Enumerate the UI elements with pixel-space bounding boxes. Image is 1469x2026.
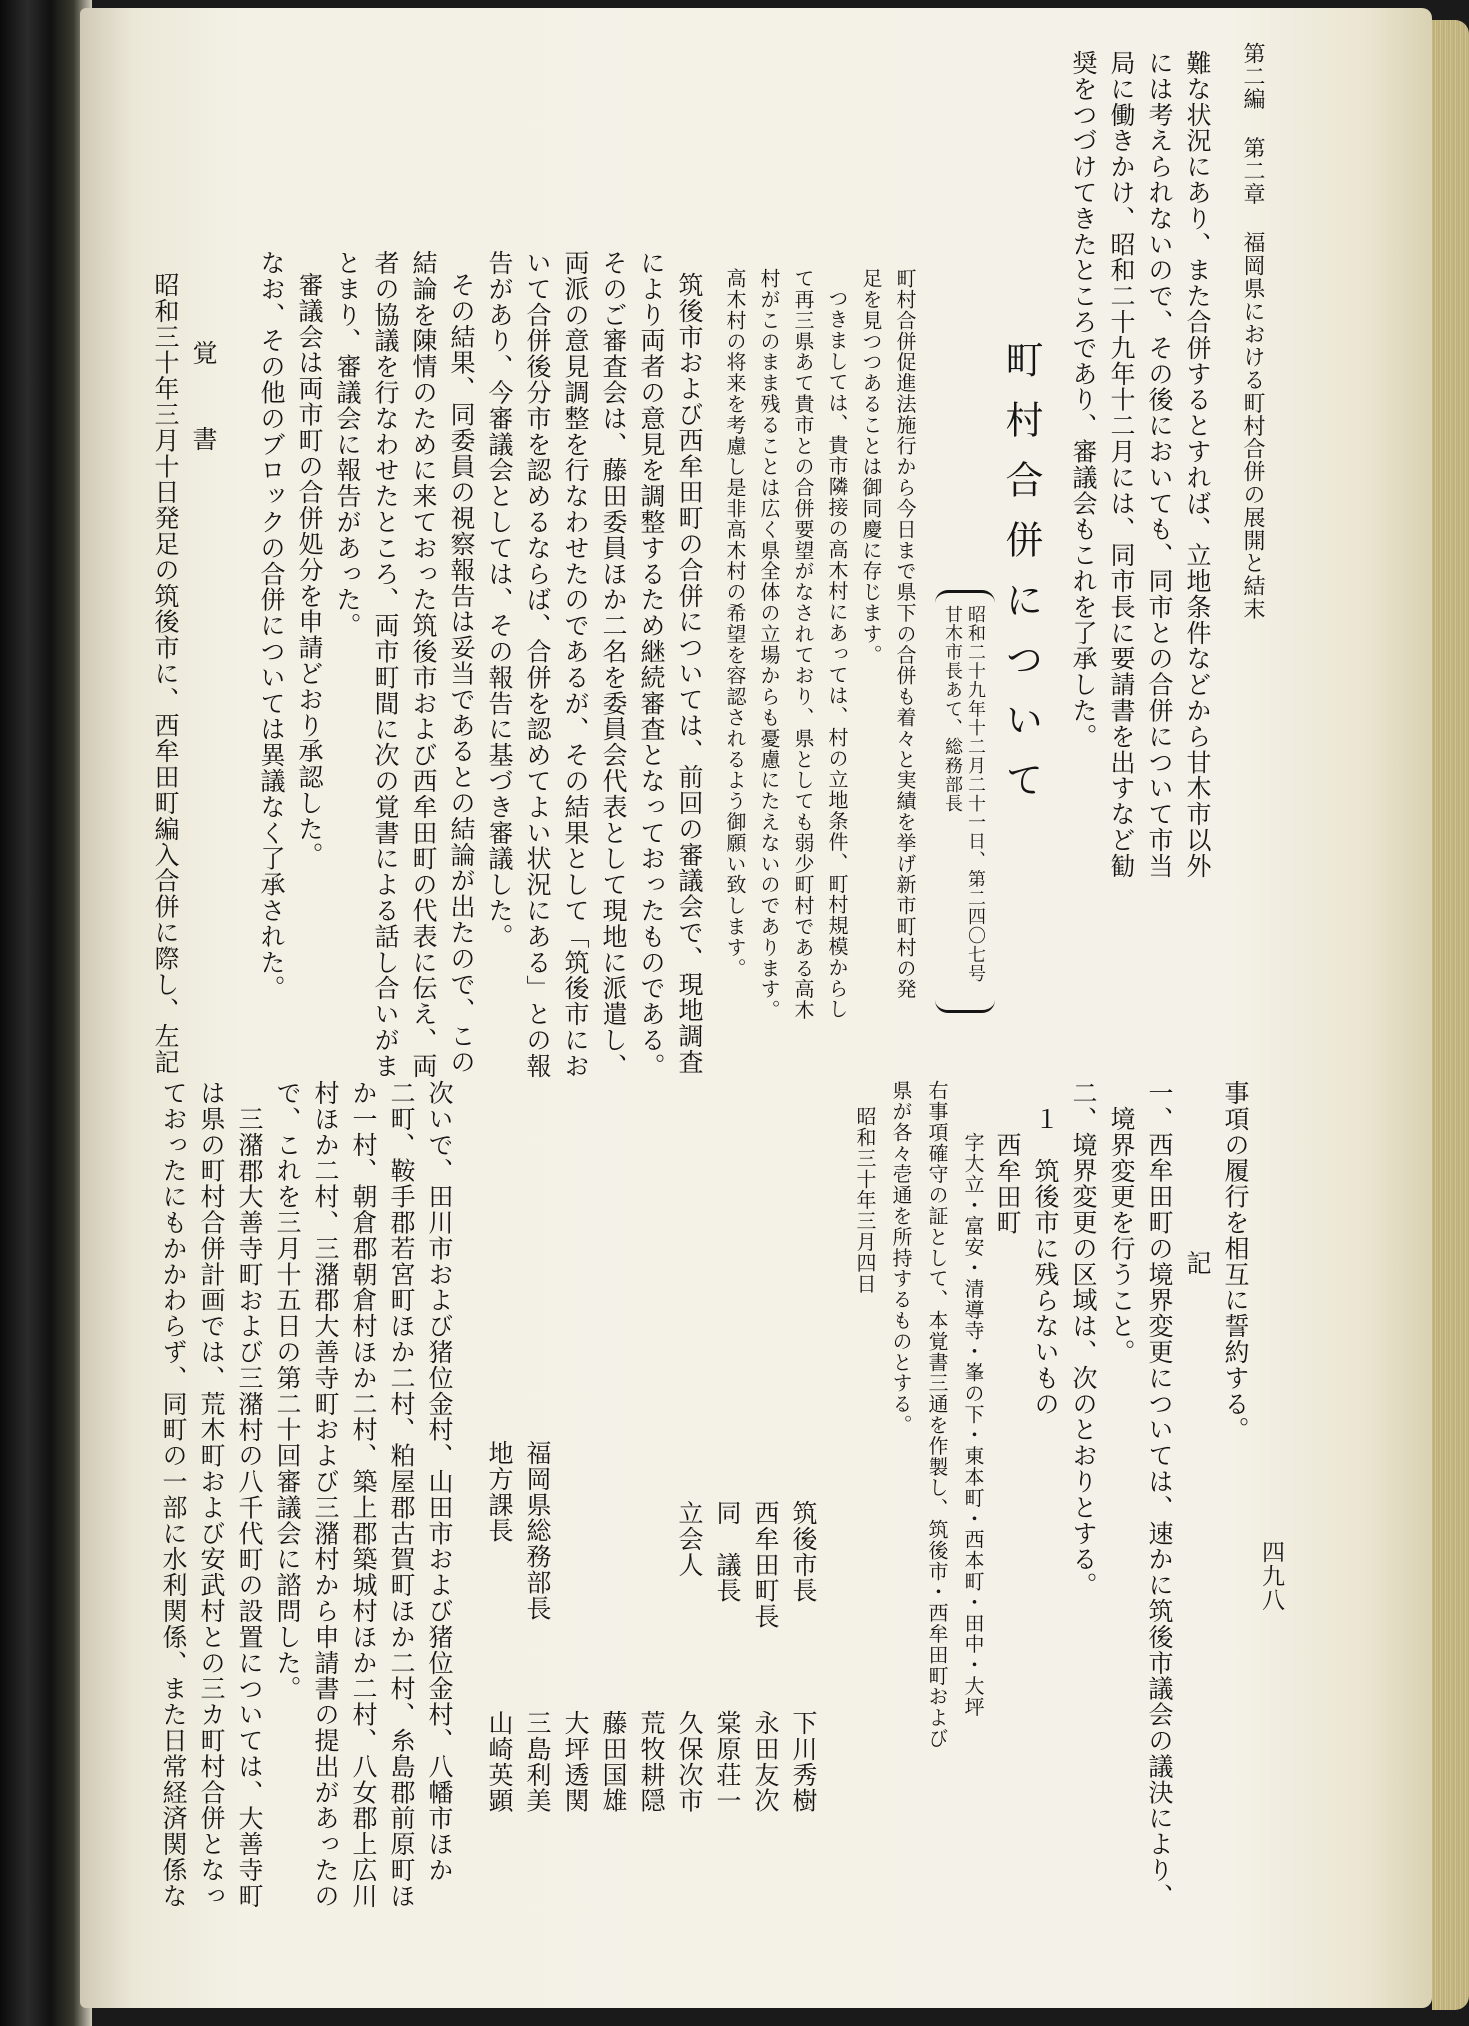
letter-line: 足を見つつあることは御同慶に存じます。 [859, 268, 883, 666]
note-bracket-top [935, 590, 995, 603]
closing-line: は県の町村合併計画では、荒木町および安武村との三カ町村合併となっ [197, 1080, 226, 1909]
closing-line: ておったにもかかわらず、同町の一部に水利関係、また日常経済関係な [159, 1080, 188, 1909]
running-header: 第二編 第二章 福岡県における町村合併の展開と結末 [1240, 42, 1265, 621]
closing-line: か一村、朝倉郡朝倉村ほか二村、築上郡築城村ほか二村、八女郡上広川 [349, 1080, 378, 1909]
note-bracket-bottom [935, 1000, 995, 1013]
letter-line: 町村合併促進法施行から今日まで県下の合併も着々と実績を挙げ新市町村の発 [893, 268, 917, 1000]
memo-item: 一、西牟田町の境界変更については、速かに筑後市議会の議決により、 [1145, 1080, 1174, 1909]
body-line: 者の協議を行なわせたところ、両市町間に次の覚書による話し合いがま [371, 250, 400, 1079]
body-line: とまり、審議会に報告があった。 [333, 250, 362, 639]
signatory-name: 永田友次 [751, 1710, 780, 1814]
signatory-name: 棠原荘一 [713, 1710, 742, 1814]
signatory-title: 筑後市長 [789, 1500, 818, 1604]
memo-line: 事項の履行を相互に誓約する。 [1221, 1080, 1250, 1443]
signatory-title: 西牟田町長 [751, 1500, 780, 1630]
closing-line: で、これを三月十五日の第二十回審議会に諮問した。 [273, 1080, 302, 1702]
memo-item: １ 筑後市に残らないもの [1031, 1106, 1060, 1417]
signatory-title: 同 議長 [713, 1500, 742, 1604]
body-line: により両者の意見を調整するため継続審査となっておったものである。 [637, 250, 666, 1079]
body-line: そのご審査会は、藤田委員ほか二名を委員会代表として現地に派遣し、 [599, 250, 628, 1079]
page-number: 四九八 [1258, 1540, 1284, 1612]
signatory-title: 立会人 [675, 1500, 704, 1578]
text-line: には考えられないので、その後においても、同市との合併について市当 [1145, 50, 1174, 879]
body-line: いて合併後分市を認めるならば、合併を認めてよい状況にある」との報 [523, 250, 552, 1079]
signatory-name: 荒牧耕隠 [637, 1710, 666, 1814]
memo-title: 覚 書 [189, 340, 218, 469]
closing-line: 三潴郡大善寺町および三潴村の八千代町の設置については、大善寺町 [235, 1106, 264, 1909]
closing-line: 二町、鞍手郡若宮町ほか二村、粕屋郡古賀町ほか二村、糸島郡前原町ほ [387, 1080, 416, 1909]
memo-item: 字大立・富安・清導寺・峯の下・東本町・西本町・田中・大坪 [961, 1132, 985, 1718]
letter-line: 高木村の将来を考慮し是非高木村の希望を容認されるよう御願い致します。 [723, 268, 747, 979]
signatory-name: 久保次市 [675, 1710, 704, 1814]
memo-intro: 昭和三十年三月十日発足の筑後市に、西牟田町編入合併に際し、左記 [151, 272, 180, 1075]
memo-item: 二、境界変更の区域は、次のとおりとする。 [1069, 1080, 1098, 1598]
body-line: 両派の意見調整を行なわせたのであるが、その結果として「筑後市にお [561, 250, 590, 1079]
closing-line: 村ほか二村、三潴郡大善寺町および三潴村から申請書の提出があったの [311, 1080, 340, 1909]
memo-item: 県が各々壱通を所持するものとする。 [889, 1080, 913, 1436]
section-title: 町村合併について [999, 340, 1043, 820]
page-edges [1432, 20, 1469, 2010]
memo-date: 昭和三十年三月四日 [853, 1106, 877, 1295]
signatory-name: 山崎英顕 [485, 1710, 514, 1814]
signatory-name: 三島利美 [523, 1710, 552, 1814]
letter-line: 村がこのまま残ることは広く県全体の立場からも憂慮にたえないのであります。 [757, 268, 781, 1021]
section-note-line: 昭和二十九年十二月二十一日、第二四〇七号 [965, 605, 986, 983]
section-note-line: 甘木市長あて、総務部長 [942, 605, 963, 813]
signatory-name: 藤田国雄 [599, 1710, 628, 1814]
text-line: 奨をつづけてきたところであり、審議会もこれを了承した。 [1069, 50, 1098, 750]
body-line: 結論を陳情のために来ておった筑後市および西牟田町の代表に伝え、両 [409, 250, 438, 1079]
memo-heading: 記 [1183, 1250, 1212, 1276]
signatory-name: 下川秀樹 [789, 1710, 818, 1814]
body-line: 告があり、今審議会としては、その報告に基づき審議した。 [485, 250, 514, 950]
memo-item: 西牟田町 [993, 1132, 1022, 1236]
memo-item: 境界変更を行うこと。 [1107, 1106, 1136, 1365]
book-spine [0, 0, 92, 2026]
text-line: 局に働きかけ、昭和二十九年十二月には、同市長に要請書を出すなど勧 [1107, 50, 1136, 879]
body-line: なお、その他のブロックの合併については異議なく了承された。 [257, 250, 286, 1002]
signatory-title: 地方課長 [485, 1440, 514, 1544]
body-line: 筑後市および西牟田町の合併については、前回の審議会で、現地調査 [675, 272, 704, 1075]
text-line: 難な状況にあり、また合併するとすれば、立地条件などから甘木市以外 [1183, 50, 1212, 879]
memo-item: 右事項確守の証として、本覚書三通を作製し、筑後市・西牟田町および [925, 1080, 949, 1749]
signatory-name: 大坪透関 [561, 1710, 590, 1814]
closing-line: 次いで、田川市および猪位金村、山田市および猪位金村、八幡市ほか [425, 1080, 454, 1883]
body-line: その結果、同委員の視察報告は妥当であるとの結論が出たので、この [447, 272, 476, 1075]
body-line: 審議会は両市町の合併処分を申請どおり承認した。 [295, 272, 324, 868]
signatory-title: 福岡県総務部長 [523, 1440, 552, 1622]
letter-line: て再三県あて貴市との合併要望がなされており、県としても弱少町村である高木 [791, 268, 815, 1021]
letter-line: つきましては、貴市隣接の高木村にあっては、村の立地条件、町村規模からし [825, 288, 849, 1020]
